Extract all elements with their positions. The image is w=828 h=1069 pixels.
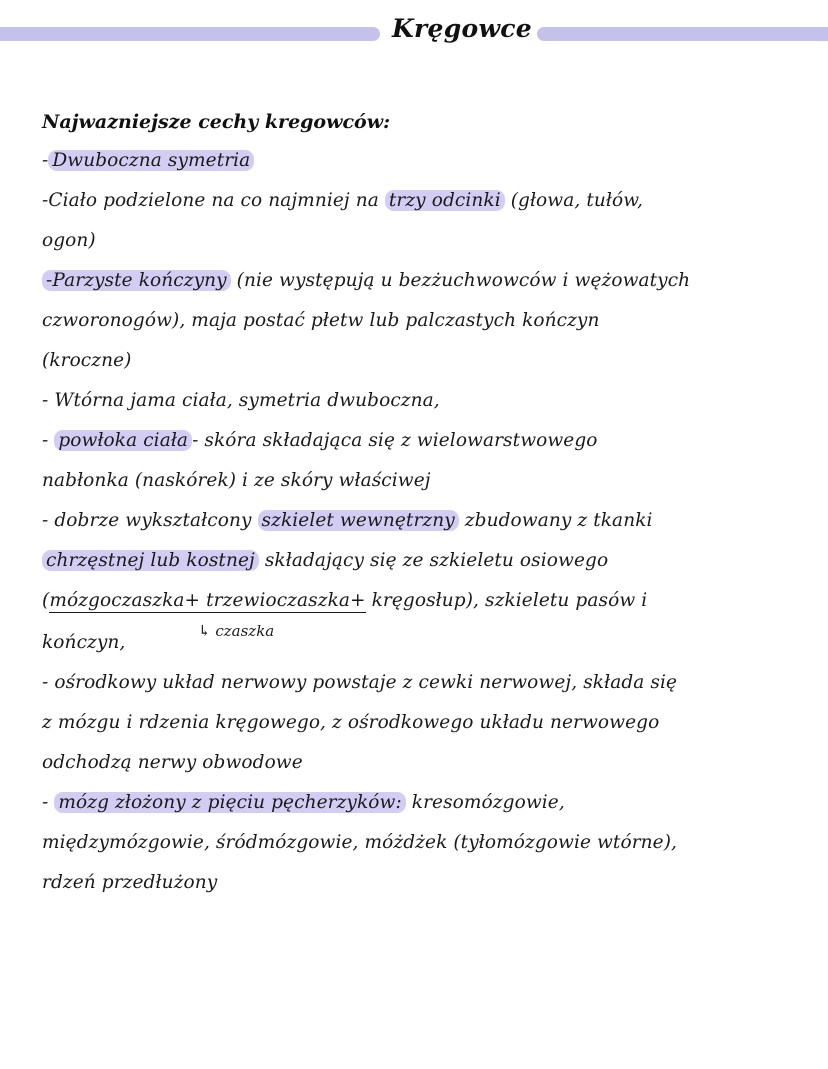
note-line: ogon) (42, 230, 96, 251)
underlined-text: mózgoczaszka+ trzewioczaszka+ (49, 590, 366, 611)
title-bar-left (0, 27, 380, 41)
note-line: chrzęstnej lub kostnej składający się ze szkieletu osiowego (42, 550, 608, 571)
note-line: (mózgoczaszka+ trzewioczaszka+ kręgosłup), szkieletu pasów i (42, 590, 648, 611)
note-line: czworonogów), maja postać płetw lub palczastych kończyn (42, 310, 600, 331)
highlight: -Parzyste kończyny (42, 270, 231, 291)
note-line: - Dwuboczna symetria (42, 150, 254, 171)
title-bar-right (537, 27, 828, 41)
highlight: trzy odcinki (385, 190, 505, 211)
note-line: kończyn, (42, 632, 126, 653)
highlight: Dwuboczna symetria (48, 150, 254, 171)
note-line: - powłoka ciała - skóra składająca się z wielowarstwowego (42, 430, 598, 451)
note-line: międzymózgowie, śródmózgowie, móżdżek (tyłomózgowie wtórne), (42, 832, 677, 853)
note-line: - ośrodkowy układ nerwowy powstaje z cewki nerwowej, składa się (42, 672, 678, 693)
note-line: (kroczne) (42, 350, 132, 371)
note-line: - mózg złożony z pięciu pęcherzyków: kresomózgowie, (42, 792, 565, 813)
note-line: -Ciało podzielone na co najmniej na trzy odcinki (głowa, tułów, (42, 190, 643, 211)
note-line: - Wtórna jama ciała, symetria dwuboczna, (42, 390, 440, 411)
page-title: Kręgowce (391, 14, 532, 43)
annotation-czaszka: ↳ czaszka (198, 622, 275, 640)
note-line: odchodzą nerwy obwodowe (42, 752, 303, 773)
highlight: mózg złożony z pięciu pęcherzyków: (54, 792, 405, 813)
note-line: -Parzyste kończyny (nie występują u bezżuchwowców i wężowatych (42, 270, 690, 291)
note-line: rdzeń przedłużony (42, 872, 218, 893)
highlight: chrzęstnej lub kostnej (42, 550, 259, 571)
section-heading: Najwazniejsze cechy kregowców: (42, 111, 391, 133)
note-line: nabłonka (naskórek) i ze skóry właściwej (42, 470, 431, 491)
note-line: z mózgu i rdzenia kręgowego, z ośrodkowego układu nerwowego (42, 712, 660, 733)
highlight: powłoka ciała (54, 430, 192, 451)
arrow-icon: ↳ (198, 622, 211, 640)
highlight: szkielet wewnętrzny (258, 510, 459, 531)
note-line: - dobrze wykształcony szkielet wewnętrzny zbudowany z tkanki (42, 510, 653, 531)
